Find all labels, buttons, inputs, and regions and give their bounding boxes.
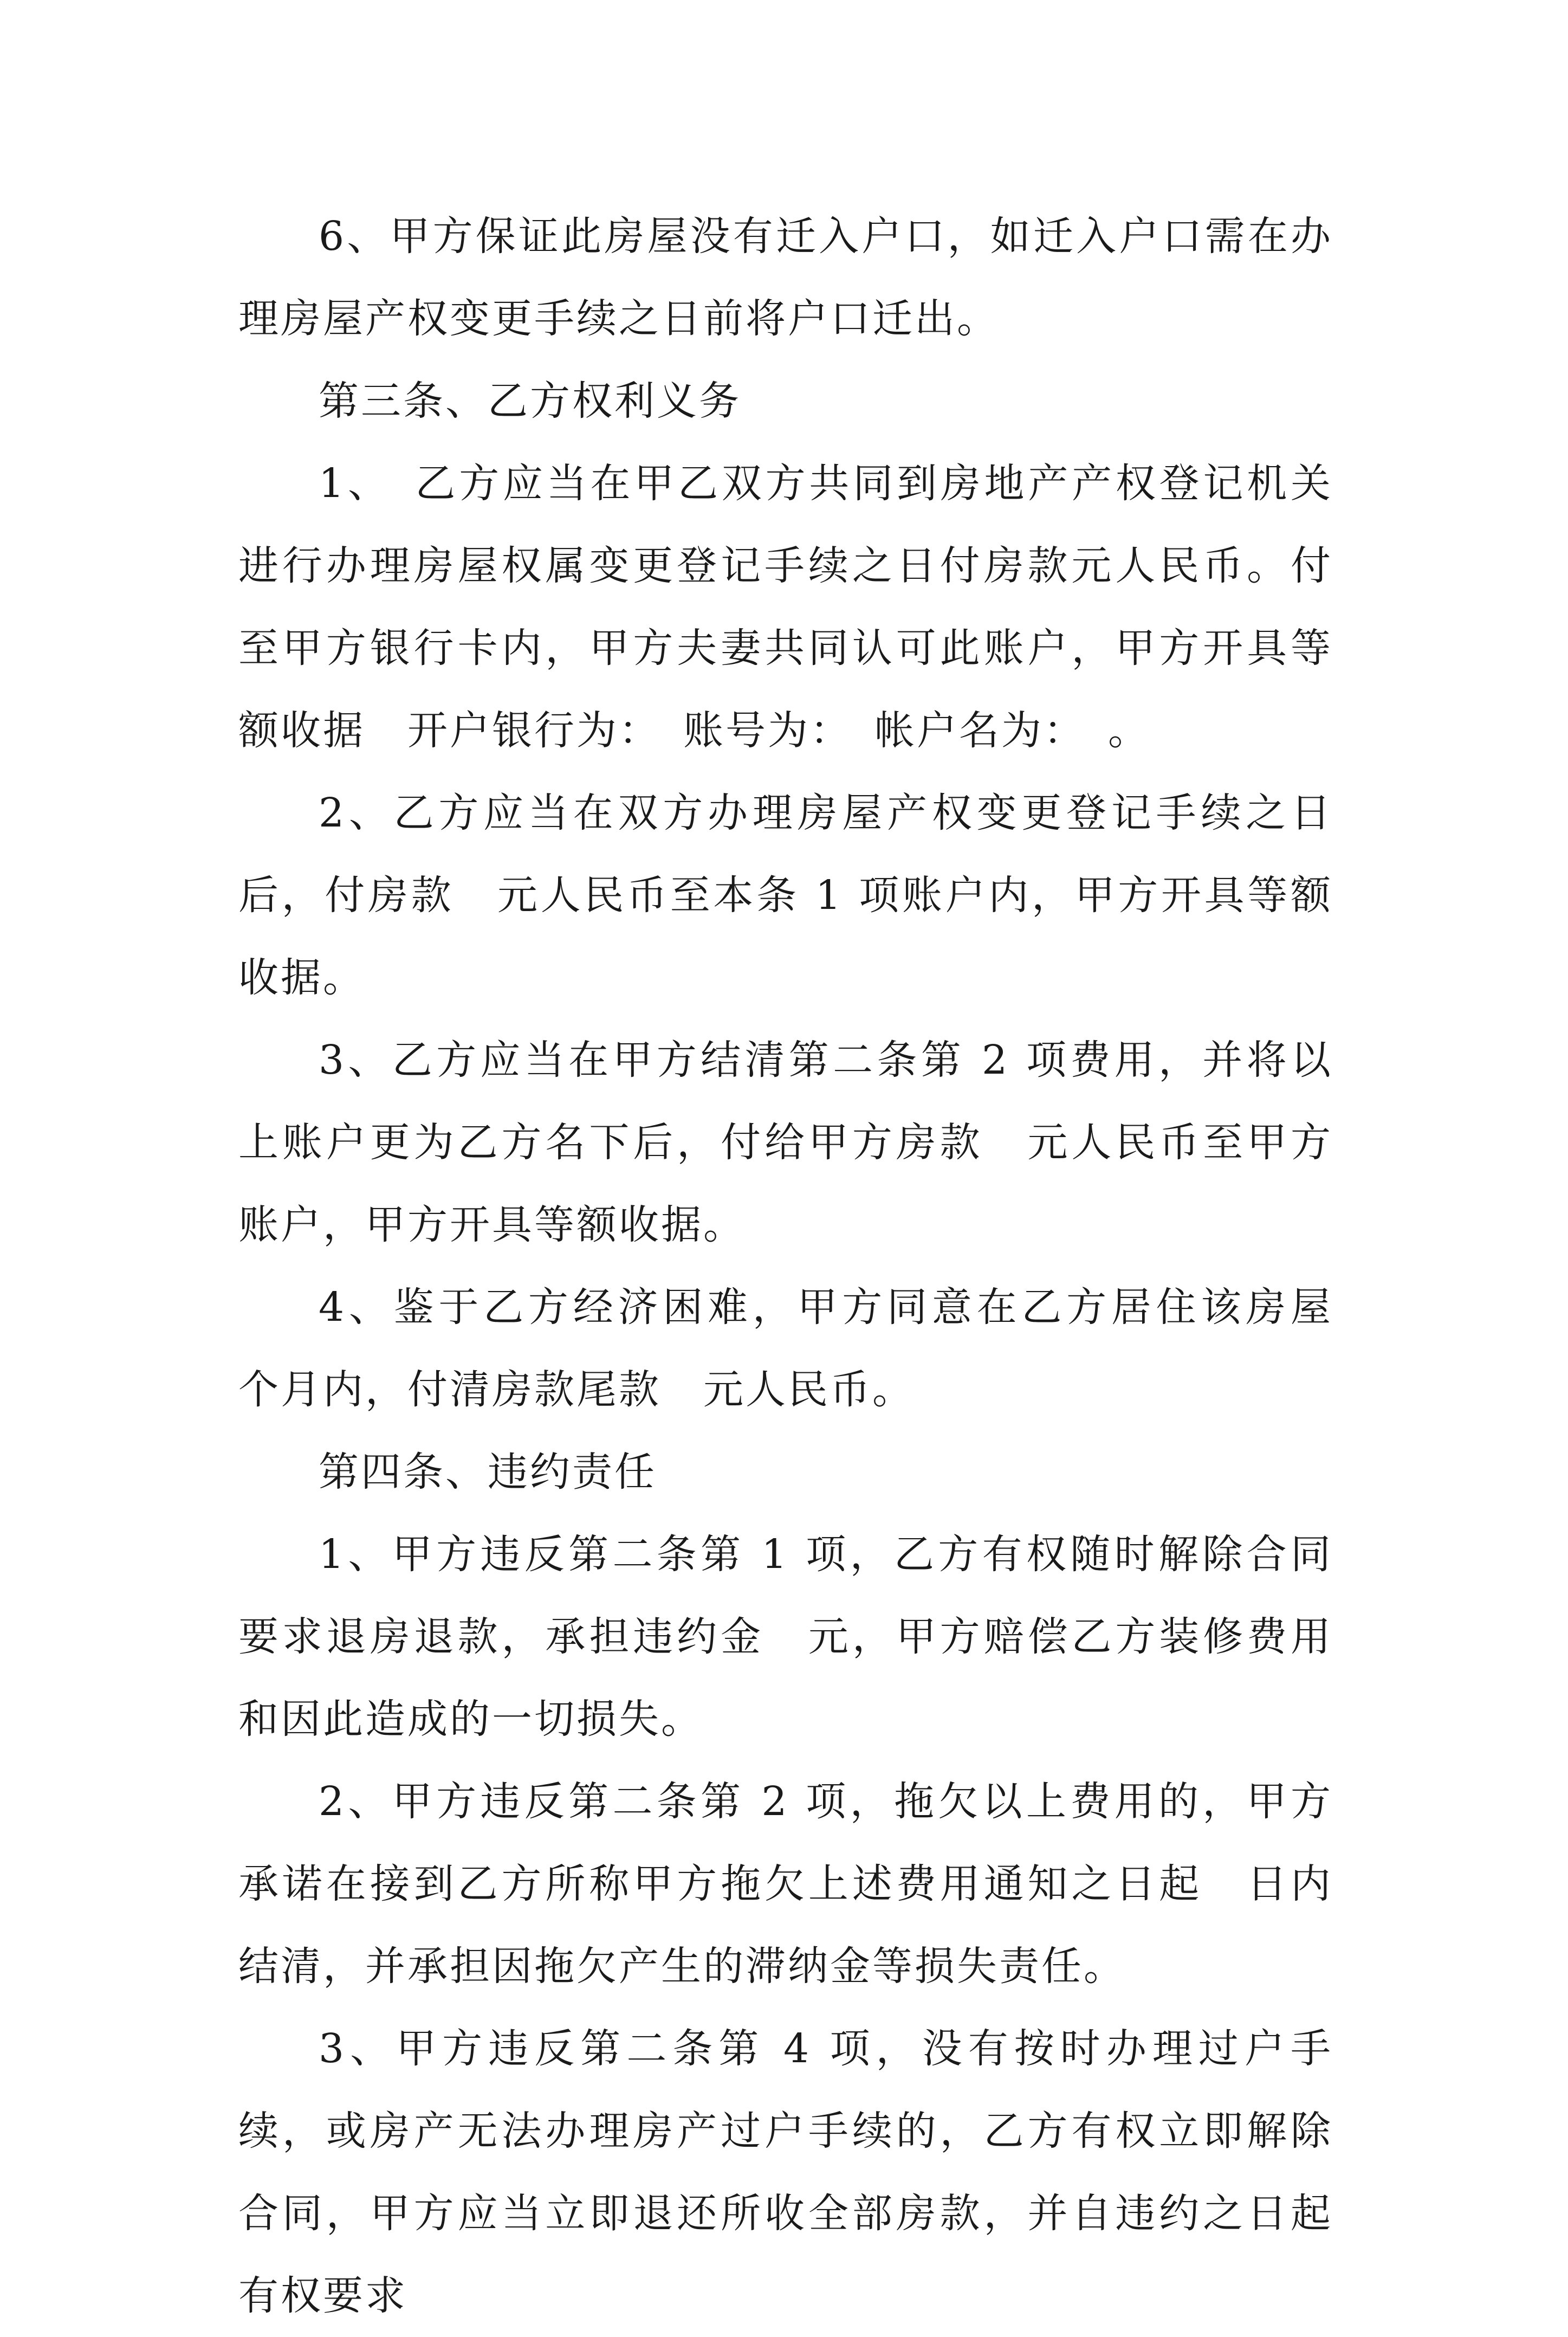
heading-article-4: 第四条、违约责任 — [319, 1449, 657, 1495]
paragraph-clause-4-item-3: 3、甲方违反第二条第 4 项，没有按时办理过户手续，或房产无法办理房产过户手续的，乙方有权立即解除合同，甲方应当立即退还所收全部房款，并自违约之日起有权要求 — [238, 2025, 1333, 2319]
paragraph-clause-4-item-2: 2、甲方违反第二条第 2 项，拖欠以上费用的，甲方承诺在接到乙方所称甲方拖欠上述费用通知之日起 日内结清，并承担因拖欠产生的滞纳金等损失责任。 — [238, 1778, 1333, 1990]
paragraph-clause-3-item-2: 2、乙方应当在双方办理房屋产权变更登记手续之日后，付房款 元人民币至本条 1 项账户内，甲方开具等额收据。 — [238, 790, 1333, 1001]
paragraph-clause-2-item-6: 6、甲方保证此房屋没有迁入户口，如迁入户口需在办理房屋产权变更手续之日前将户口迁出。 — [238, 213, 1333, 342]
paragraph-clause-3-item-3: 3、乙方应当在甲方结清第二条第 2 项费用，并将以上账户更为乙方名下后，付给甲方房款 元人民币至甲方账户，甲方开具等额收据。 — [238, 1037, 1333, 1248]
paragraph-clause-3-item-1: 1、 乙方应当在甲乙双方共同到房地产产权登记机关进行办理房屋权属变更登记手续之日付房款元人民币。付至甲方银行卡内，甲方夫妻共同认可此账户，甲方开具等额收据 开户银行为： 账号为： 帐户名为： 。 — [238, 460, 1333, 754]
paragraph-clause-3-item-4: 4、鉴于乙方经济困难，甲方同意在乙方居住该房屋 个月内，付清房款尾款 元人民币。 — [238, 1284, 1375, 1413]
document-body — [238, 195, 1375, 2337]
heading-article-3: 第三条、乙方权利义务 — [319, 378, 741, 424]
paragraph-clause-4-item-1: 1、甲方违反第二条第 1 项，乙方有权随时解除合同要求退房退款，承担违约金 元，甲方赔偿乙方装修费用和因此造成的一切损失。 — [238, 1531, 1333, 1742]
